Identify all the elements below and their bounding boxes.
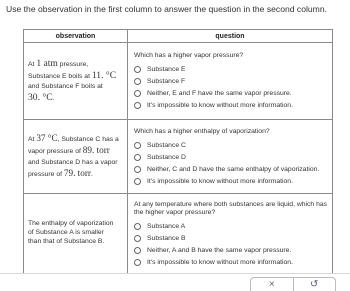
radio-button[interactable] bbox=[134, 90, 141, 97]
answer-option[interactable]: It's impossible to know without more information. bbox=[134, 100, 328, 112]
question-prompt: Which has a higher enthalpy of vaporization? bbox=[134, 127, 270, 135]
answer-option[interactable]: Substance F bbox=[134, 76, 328, 88]
question-prompt: At any temperature where both substances are liquid, which has the higher vapor pressure? bbox=[134, 200, 328, 216]
answer-option[interactable]: It's impossible to know without more information. bbox=[134, 256, 328, 268]
table-row bbox=[24, 43, 333, 120]
undo-icon: ↺ bbox=[310, 279, 319, 290]
radio-button[interactable] bbox=[134, 166, 141, 173]
answer-option[interactable]: Substance E bbox=[134, 64, 328, 76]
radio-button[interactable] bbox=[134, 102, 141, 109]
radio-button[interactable] bbox=[134, 259, 141, 266]
instruction-text: Use the observation in the first column to answer the question in the second column. bbox=[6, 4, 328, 14]
answer-actions bbox=[250, 277, 336, 291]
table-row bbox=[24, 120, 333, 194]
answer-option[interactable]: Substance C bbox=[134, 139, 328, 151]
answer-option[interactable]: Neither, A and B have the same vapor pressure. bbox=[134, 244, 328, 256]
radio-button[interactable] bbox=[134, 142, 141, 149]
answer-option[interactable]: Neither, E and F have the same vapor pressure. bbox=[134, 88, 328, 100]
radio-button[interactable] bbox=[134, 247, 141, 254]
observation-header: observation bbox=[24, 30, 128, 43]
radio-button[interactable] bbox=[134, 235, 141, 242]
radio-button[interactable] bbox=[134, 66, 141, 73]
question-prompt: Which has a higher vapor pressure? bbox=[134, 52, 244, 60]
answer-option[interactable]: Substance A bbox=[134, 220, 328, 232]
question-table bbox=[23, 29, 333, 274]
answer-option[interactable]: Substance D bbox=[134, 151, 328, 163]
observation-cell bbox=[24, 120, 128, 194]
radio-button[interactable] bbox=[134, 78, 141, 85]
observation-text: At 37 °C, Substance C has a vapor pressure of 89. torr and Substance D has a vapor pressure of 79. torr. bbox=[28, 133, 119, 178]
close-icon: × bbox=[268, 279, 275, 290]
question-cell bbox=[128, 43, 333, 120]
radio-button[interactable] bbox=[134, 223, 141, 230]
answer-option[interactable]: It's impossible to know without more information. bbox=[134, 175, 328, 187]
observation-cell bbox=[24, 43, 128, 120]
question-header: question bbox=[128, 30, 333, 43]
observation-text: The enthalpy of vaporization of Substance A is smaller than that of Substance B. bbox=[28, 220, 114, 245]
question-cell bbox=[128, 194, 333, 274]
table-row bbox=[24, 194, 333, 274]
answer-option[interactable]: Neither, C and D have the same enthalpy of vaporization. bbox=[134, 163, 328, 175]
observation-text: At 1 atm pressure, Substance E boils at 11. °C and Substance F boils at 30. °C. bbox=[28, 57, 117, 104]
radio-button[interactable] bbox=[134, 178, 141, 185]
answer-option[interactable]: Substance B bbox=[134, 232, 328, 244]
clear-button[interactable] bbox=[251, 278, 294, 291]
observation-cell bbox=[24, 194, 128, 274]
undo-button[interactable] bbox=[294, 278, 336, 291]
radio-button[interactable] bbox=[134, 154, 141, 161]
question-cell bbox=[128, 120, 333, 194]
